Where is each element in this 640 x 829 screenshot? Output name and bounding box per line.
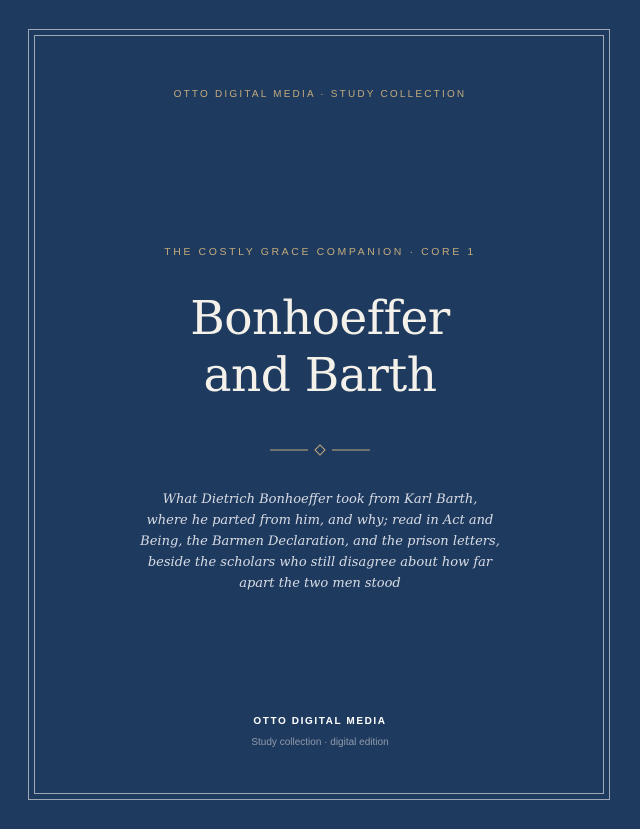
- inner-border-frame: [34, 35, 604, 794]
- series-label: THE COSTLY GRACE COMPANION · CORE 1: [164, 246, 476, 258]
- footer-edition: Study collection · digital edition: [251, 737, 389, 748]
- diamond-divider-icon: [270, 443, 370, 457]
- book-title: [0, 290, 640, 404]
- book-description: What Dietrich Bonhoeffer took from Karl Barth, where he parted from him, and why; read in Act and Being, the Barmen Declaration, and the prison letters, beside the scholars who still disagree about how far apart the two men stood: [140, 492, 500, 591]
- publisher-header: OTTO DIGITAL MEDIA · STUDY COLLECTION: [173, 89, 467, 100]
- title-line-1: Bonhoeffer: [190, 291, 450, 346]
- title-line-2: and Barth: [203, 348, 437, 403]
- footer-publisher: OTTO DIGITAL MEDIA: [253, 716, 387, 727]
